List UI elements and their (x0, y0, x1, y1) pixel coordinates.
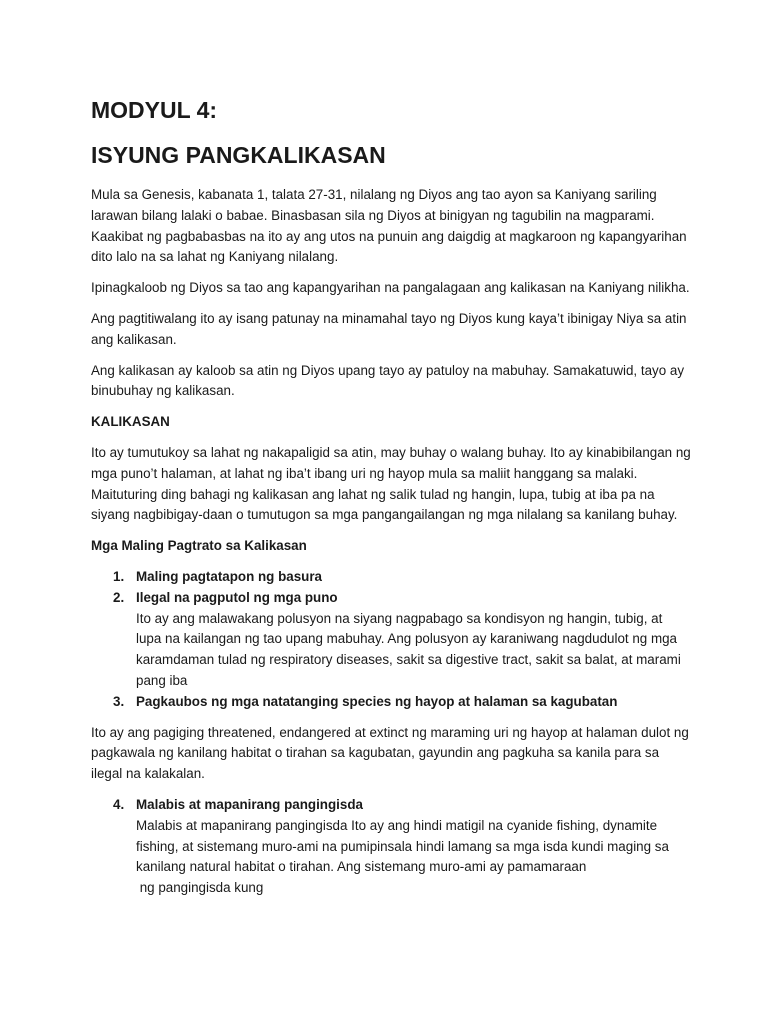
list-number: 2. (113, 589, 125, 605)
mistreatment-list-continued (91, 795, 691, 899)
list-item-title: Malabis at mapanirang pangingisda (136, 796, 363, 812)
list-item-2 (91, 588, 691, 692)
list-item-title: Ilegal na pagputol ng mga puno (136, 589, 338, 605)
list-item-body-trailing: ng pangingisda kung (136, 880, 264, 896)
section-paragraph: Ito ay tumutukoy sa lahat ng nakapaligid sa atin, may buhay o walang buhay. Ito ay kinabibilangan ng mga puno’t halaman, at lahat ng iba’t ibang uri ng hayop mula sa maliit hanggang sa malaki. Maituturing ding bahagi ng kalikasan ang lahat ng salik tulad ng hangin, lupa, tubig at iba pa na siyang nagbibigay-daan o tumutugon sa mga pangangailangan ng mga nilalang sa kanilang buhay. (91, 444, 691, 523)
intro-paragraph-3: Ang pagtitiwalang ito ay isang patunay na minamahal tayo ng Diyos kung kaya’t ibinigay Niya sa atin ang kalikasan. (91, 310, 687, 347)
list-item-3 (91, 692, 691, 713)
list-item-title: Pagkaubos ng mga natatanging species ng hayop at halaman sa kagubatan (136, 693, 618, 709)
list-number: 1. (113, 568, 125, 584)
list-item-body: Ito ay ang malawakang polusyon na siyang nagpabago sa kondisyon ng hangin, tubig, at lupa na kailangan ng tao upang mabuhay. Ang polusyon ay karaniwang nagdudulot ng mga karamdaman tulad ng respiratory diseases, sakit sa digestive tract, sakit sa balat, at marami pang iba (136, 610, 681, 688)
between-paragraph: Ito ay ang pagiging threatened, endangered at extinct ng maraming uri ng hayop at halaman dulot ng pagkawala ng kanilang habitat o tirahan sa kagubatan, gayundin ang pagkuha sa kanila para sa ilegal na kalakalan. (91, 724, 689, 782)
mistreatment-list (91, 567, 691, 713)
document-content (91, 94, 691, 909)
list-number: 3. (113, 693, 125, 709)
list-item-1 (91, 567, 691, 588)
module-title: MODYUL 4: (91, 97, 218, 123)
list-item-body: Malabis at mapanirang pangingisda Ito ay ang hindi matigil na cyanide fishing, dynamite fishing, at sistemang muro-ami na pumipinsala hindi lamang sa mga isda kundi maging sa kanilang natural habitat o tirahan. Ang sistemang muro-ami ay pamamaraan (136, 817, 669, 875)
intro-paragraph-4: Ang kalikasan ay kaloob sa atin ng Diyos upang tayo ay patuloy na mabuhay. Samakatuwid, tayo ay binubuhay ng kalikasan. (91, 362, 685, 399)
section-heading: KALIKASAN (91, 414, 170, 430)
list-item-4 (91, 795, 691, 899)
intro-paragraph-2: Ipinagkaloob ng Diyos sa tao ang kapangyarihan na pangalagaan ang kalikasan na Kaniyang nilikha. (91, 280, 690, 296)
list-item-title: Maling pagtatapon ng basura (136, 568, 322, 584)
intro-paragraph-1: Mula sa Genesis, kabanata 1, talata 27-31, nilalang ng Diyos ang tao ayon sa Kaniyang sariling larawan bilang lalaki o babae. Binasbasan sila ng Diyos at binigyan ng tagubilin na magparami. Kaakibat ng pagbabasbas na ito ay ang utos na punuin ang daigdig at magkaroon ng kapangyarihan dito lalo na sa lahat ng Kaniyang nilalang. (91, 187, 687, 265)
list-heading: Mga Maling Pagtrato sa Kalikasan (91, 538, 307, 554)
module-subtitle: ISYUNG PANGKALIKASAN (91, 142, 386, 168)
list-number: 4. (113, 796, 125, 812)
